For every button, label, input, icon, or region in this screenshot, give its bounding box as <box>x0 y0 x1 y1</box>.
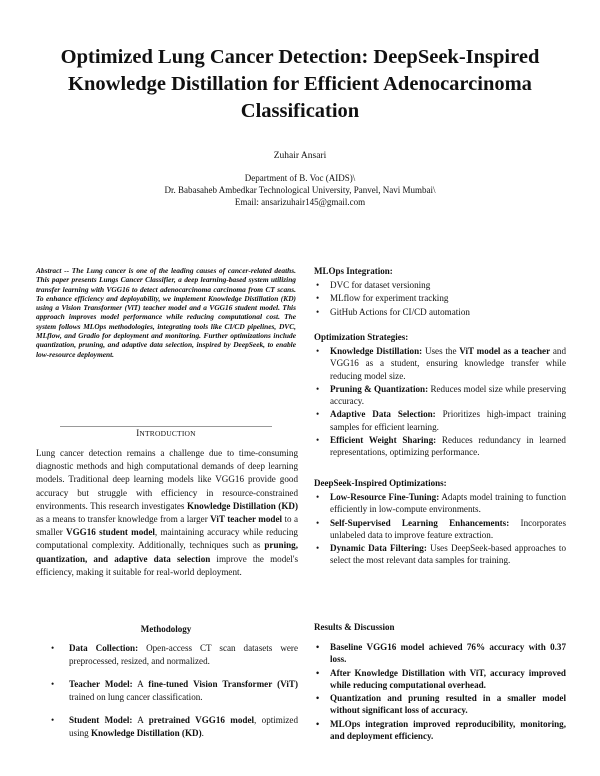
author-name: Zuhair Ansari <box>273 151 327 161</box>
bullet-icon: • <box>316 280 320 290</box>
bullet-icon: • <box>316 517 320 528</box>
list-item-label: Student Model: <box>69 715 133 726</box>
intro-bold-vit: ViT teacher model <box>210 514 283 525</box>
section-divider <box>60 426 272 427</box>
bullet-icon: • <box>316 642 320 652</box>
bullet-icon: • <box>51 643 55 653</box>
bullet-icon: • <box>316 435 320 446</box>
bullet-icon: • <box>316 306 320 317</box>
list-item <box>314 491 566 516</box>
list-item-label: Low-Resource Fine-Tuning: <box>330 492 440 502</box>
intro-text-5: improve the model's efficiency, making it suitable for real-world deployment. <box>36 553 298 577</box>
list-item-label: Knowledge Distillation: <box>330 346 423 356</box>
affiliation-email: Email: ansarizuhair145@gmail.com <box>234 197 366 207</box>
intro-bold-techniques: pruning, quantization, and adaptive data selection <box>36 540 298 564</box>
optimization-heading: Optimization Strategies: <box>314 332 409 342</box>
list-item-bold: ViT model as a teacher <box>459 346 551 356</box>
list-item-text: Reduces model size while preserving accuracy. <box>330 383 566 407</box>
optimization-list <box>314 345 566 459</box>
list-item <box>314 641 566 666</box>
bullet-icon: • <box>316 346 320 356</box>
list-item-text: MLOps integration improved reproducibility, monitoring, and deployment efficiency. <box>330 718 566 742</box>
bullet-icon: • <box>316 492 320 502</box>
list-item-bold: fine-tuned Vision Transformer (ViT) <box>148 679 298 690</box>
intro-text-1: Lung cancer detection remains a challenge due to time-consuming diagnostic methods and high computational demands of deep learning models. Traditional deep learning models like VGG16 provide good accuracy but struggle with efficiency in resource-constrained environments. This research investigates <box>36 448 298 511</box>
list-item-bold: Knowledge Distillation (KD) <box>90 727 202 738</box>
list-item-text: . <box>201 727 204 738</box>
results-section <box>314 622 566 743</box>
list-item <box>36 678 298 703</box>
results-list <box>314 641 566 742</box>
results-heading: Results & Discussion <box>314 622 395 632</box>
bullet-icon: • <box>316 693 320 704</box>
list-item-label: Self-Supervised Learning Enhancements: <box>330 517 510 528</box>
bullet-icon: • <box>51 679 55 690</box>
list-item-text: Quantization and pruning resulted in a smaller model without significant loss of accuracy. <box>330 693 566 716</box>
deepseek-section <box>314 478 566 568</box>
bullet-icon: • <box>51 715 55 726</box>
mlops-heading: MLOps Integration: <box>314 266 393 276</box>
intro-bold-vgg: VGG16 student model <box>66 527 155 538</box>
list-item-text: After Knowledge Distillation with ViT, accuracy improved while reducing computational overhead. <box>330 667 566 690</box>
deepseek-heading: DeepSeek-Inspired Optimizations: <box>314 478 447 488</box>
methodology-heading: Methodology <box>140 624 192 634</box>
list-item <box>314 306 566 318</box>
introduction-heading-rest: NTRODUCTION <box>139 429 196 438</box>
list-item-text: A <box>132 715 149 726</box>
introduction-heading-initial: I <box>136 428 140 438</box>
list-item-text: Reduces redundancy in learned representations, optimizing performance. <box>330 435 566 458</box>
affiliation-block <box>0 172 600 208</box>
list-item-text: Prioritizes high-impact training samples for efficient learning. <box>330 409 566 432</box>
list-item-label: Pruning & Quantization: <box>330 383 429 394</box>
list-item <box>314 718 566 743</box>
list-item-text: A <box>132 679 149 690</box>
bullet-icon: • <box>316 667 320 678</box>
mlops-section <box>314 266 566 319</box>
intro-bold-kd: Knowledge Distillation (KD) <box>186 500 298 511</box>
list-item <box>314 345 566 382</box>
list-item-text: DVC for dataset versioning <box>330 280 431 290</box>
list-item <box>314 408 566 433</box>
intro-text-3: to a smaller <box>36 514 298 538</box>
list-item-text: Uses the <box>422 346 460 356</box>
paper-title: Optimized Lung Cancer Detection: DeepSeek-Inspired Knowledge Distillation for Efficient Adenocarcinoma Classification <box>60 46 540 122</box>
list-item <box>314 279 566 291</box>
affiliation-university: Dr. Babasaheb Ambedkar Technological University, Panvel, Navi Mumbai\ <box>164 185 436 195</box>
list-item-label: Data Collection: <box>69 643 139 653</box>
bullet-icon: • <box>316 543 320 554</box>
list-item <box>314 517 566 542</box>
list-item-text: trained on lung cancer classification. <box>69 691 203 702</box>
deepseek-list <box>314 491 566 567</box>
list-item-text: Adapts model training to function efficiently in low-compute environments. <box>330 492 566 515</box>
list-item <box>314 692 566 717</box>
list-item <box>314 292 566 304</box>
affiliation-department: Department of B. Voc (AIDS)\ <box>244 173 356 183</box>
list-item-text: , optimized using <box>69 715 299 738</box>
intro-text-4: , maintaining accuracy while reducing computational complexity. Additionally, techniques such as <box>36 527 298 551</box>
bullet-icon: • <box>316 409 320 420</box>
bullet-icon: • <box>316 383 320 394</box>
list-item <box>314 542 566 567</box>
optimization-section <box>314 332 566 460</box>
list-item <box>314 383 566 408</box>
list-item-text: and VGG16 as a student, ensuring knowledge transfer while reducing model size. <box>330 346 566 381</box>
list-item-label: Adaptive Data Selection: <box>330 409 436 420</box>
list-item-label: Teacher Model: <box>69 679 133 690</box>
mlops-list <box>314 279 566 318</box>
list-item-text: MLflow for experiment tracking <box>330 293 449 304</box>
list-item <box>36 714 298 739</box>
list-item <box>314 434 566 459</box>
introduction-paragraph <box>36 447 298 579</box>
list-item-bold: pretrained VGG16 model <box>148 715 255 726</box>
list-item-text: Baseline VGG16 model achieved 76% accuracy with 0.37 loss. <box>330 642 566 665</box>
list-item-text: Uses DeepSeek-based approaches to select the most relevant data samples for training. <box>330 543 566 566</box>
list-item-label: Dynamic Data Filtering: <box>330 543 427 554</box>
abstract-text: Abstract -- The Lung cancer is one of the leading causes of cancer-related deaths. This paper presents Lungs Cancer Classifier, a deep learning-based system utilizing transfer learning with VGG16 to detect adenocarcinoma carcinoma from CT scans. To enhance efficiency and deployability, we implement Knowledge Distillation (KD) using a Vision Transformer (ViT) teacher model and a VGG16 student model. This approach improves model performance while reducing computational cost. The system follows MLOps methodologies, integrating tools like CI/CD pipelines, DVC, MLflow, and Gradio for deployment and monitoring. Further optimizations include quantization, pruning, and adaptive data selection, inspired by DeepSeek, to enable low-resource deployment. <box>36 266 296 359</box>
list-item <box>314 667 566 692</box>
list-item-label: Efficient Weight Sharing: <box>330 435 437 446</box>
list-item <box>36 642 298 667</box>
bullet-icon: • <box>316 293 320 304</box>
introduction-heading <box>36 428 296 438</box>
methodology-list <box>36 642 298 751</box>
intro-text-2: as a means to transfer knowledge from a larger <box>36 514 211 525</box>
bullet-icon: • <box>316 718 320 729</box>
list-item-text: GitHub Actions for CI/CD automation <box>330 306 470 317</box>
list-item-text: Incorporates unlabeled data to improve feature extraction. <box>330 517 566 540</box>
list-item-text: Open-access CT scan datasets were preprocessed, resized, and normalized. <box>69 643 298 666</box>
